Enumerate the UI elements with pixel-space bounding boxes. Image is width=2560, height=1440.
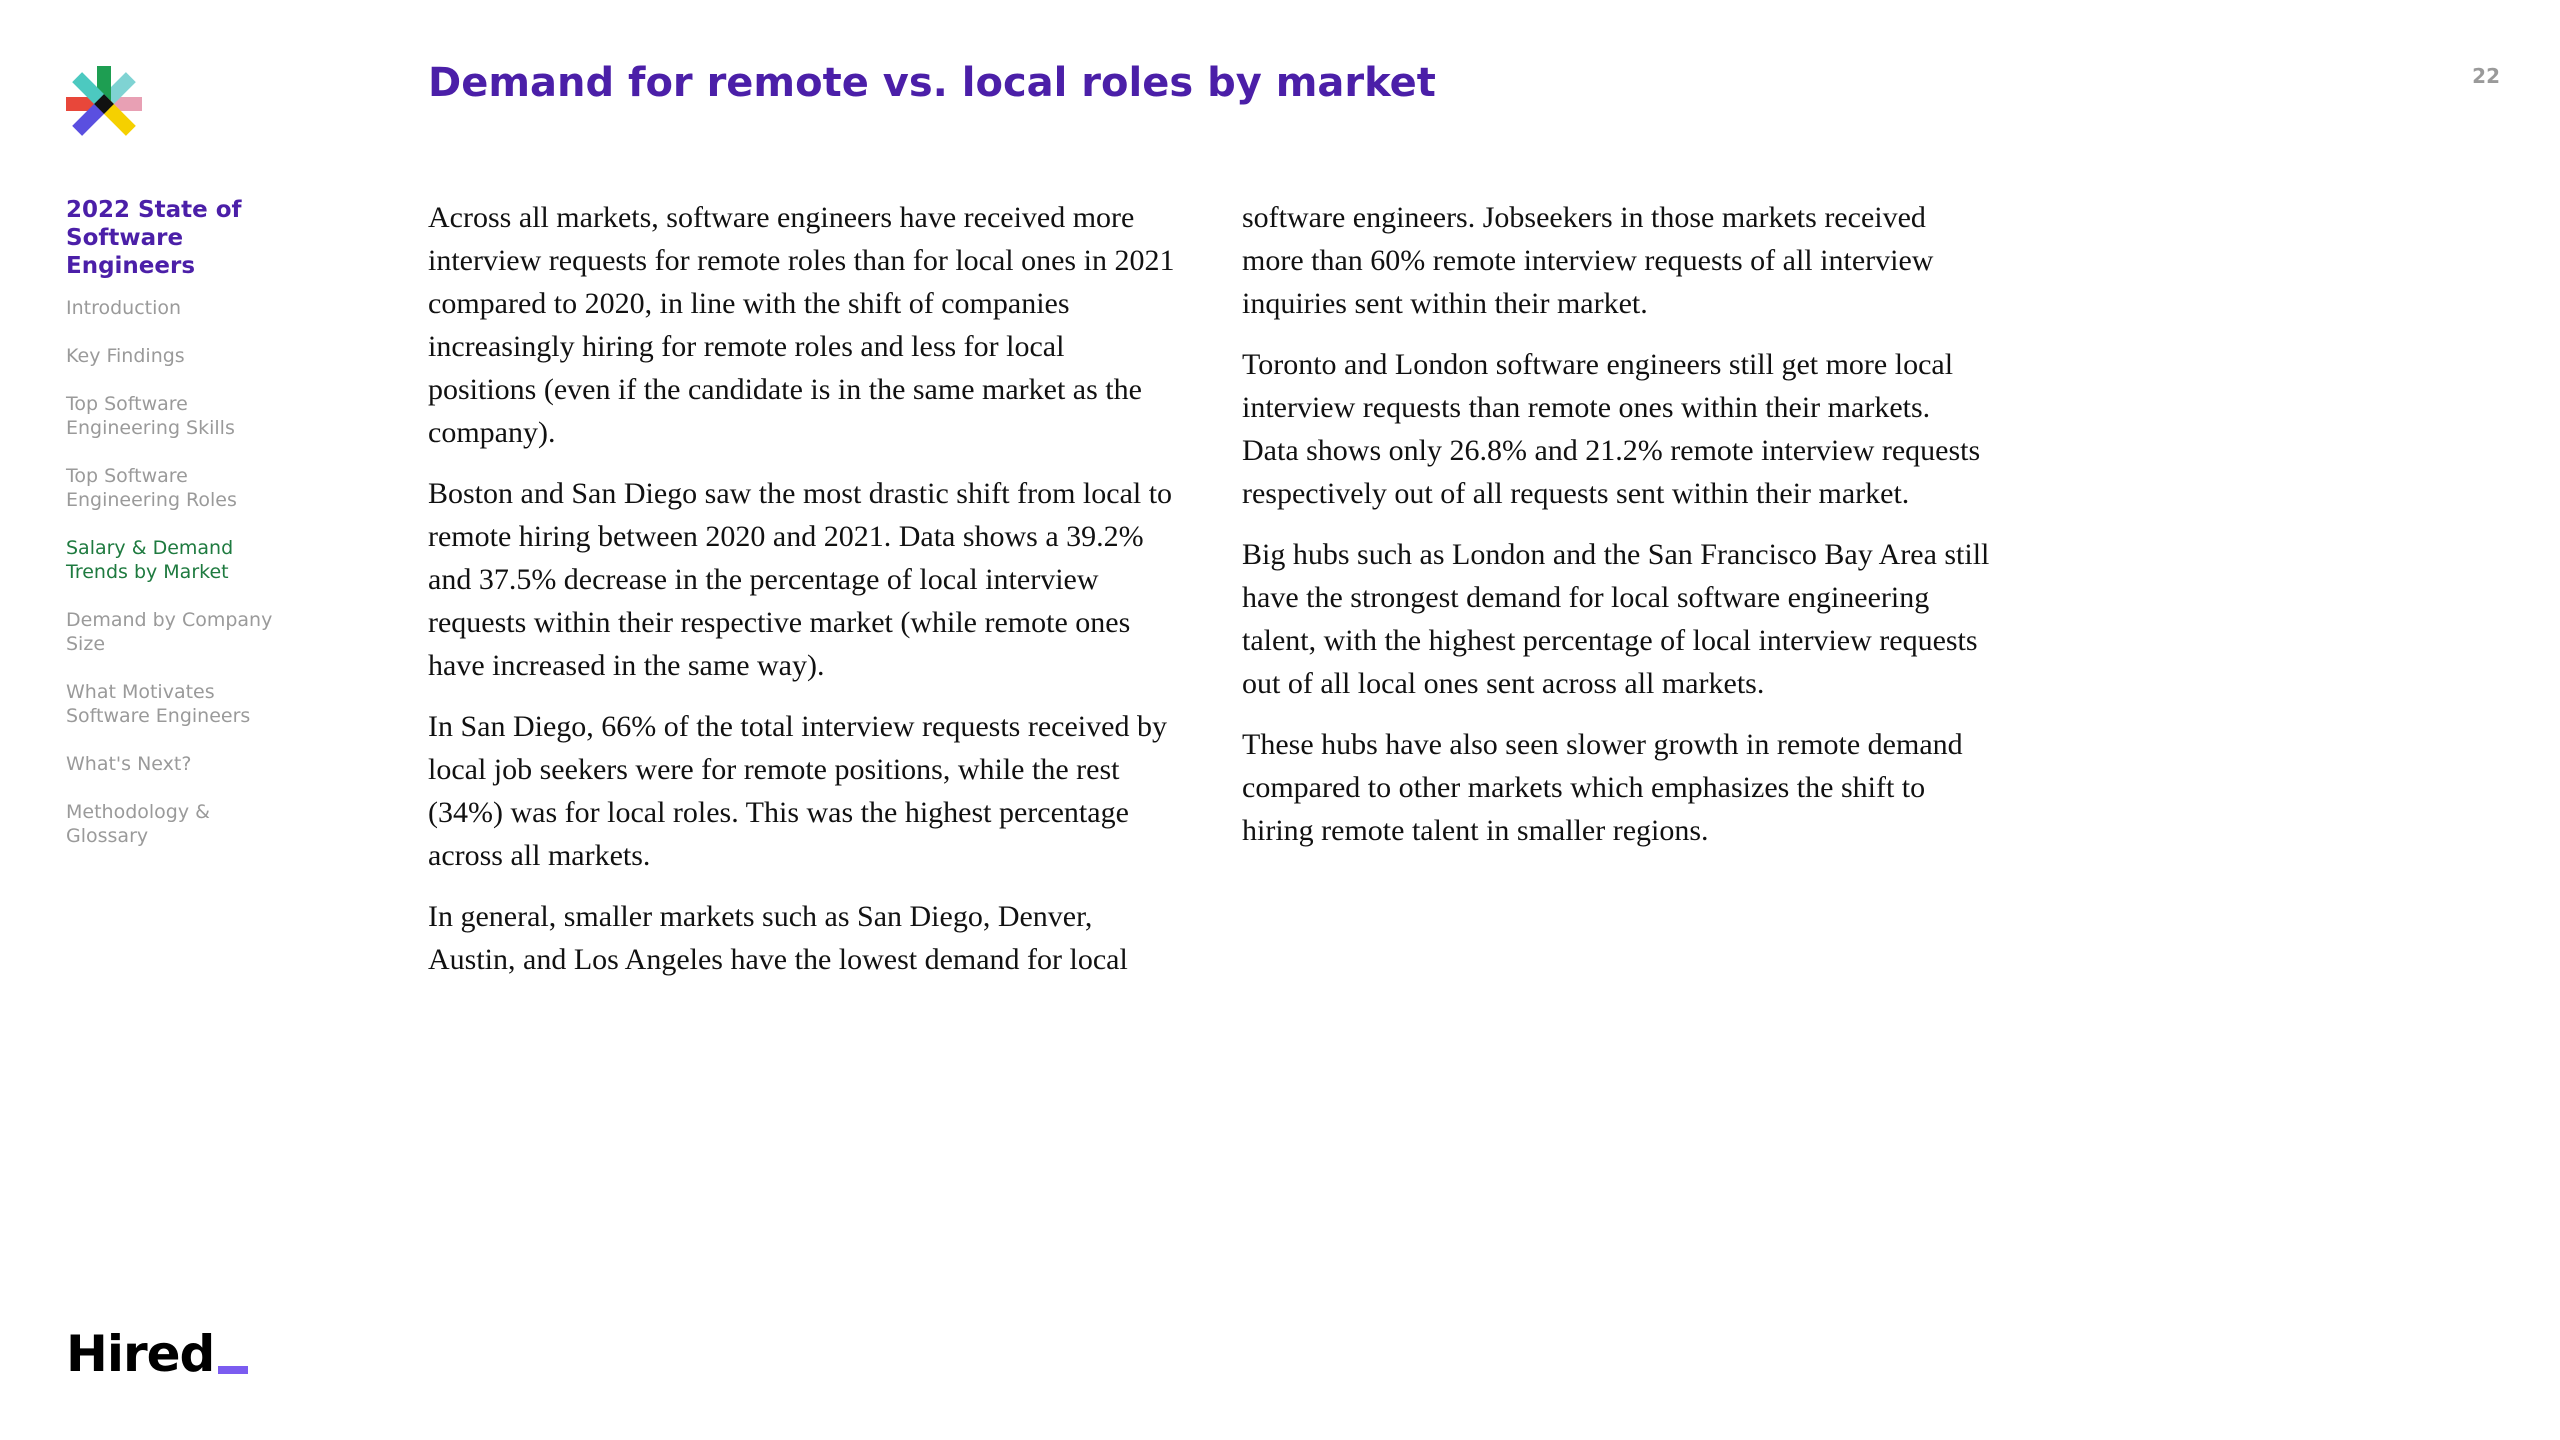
hired-wordmark-logo — [66, 1326, 248, 1382]
body-paragraph: Toronto and London software engineers still get more local interview requests than remote ones within their markets. Data shows only 26.8% and 21.2% remote interview requests respectively out of all requests sent within their market. — [1242, 348, 1981, 510]
page-number: 22 — [2472, 64, 2500, 88]
page-title: Demand for remote vs. local roles by market — [428, 60, 1436, 106]
body-paragraph: In San Diego, 66% of the total interview requests received by local job seekers were for remote positions, while the rest (34%) was for local roles. This was the highest percentage across all markets. — [428, 710, 1167, 872]
body-paragraph: These hubs have also seen slower growth in remote demand compared to other markets which emphasizes the shift to hiring remote talent in smaller regions. — [1242, 728, 1963, 847]
nav-item-methodology[interactable]: Methodology & Glossary — [66, 801, 210, 847]
body-paragraph: software engineers. Jobseekers in those markets received more than 60% remote interview requests of all interview inquiries sent within their market. — [1242, 201, 1934, 320]
nav-item-motivations[interactable]: What Motivates Software Engineers — [66, 681, 251, 727]
nav-item-top-skills[interactable]: Top Software Engineering Skills — [66, 393, 235, 439]
nav-item-company-size[interactable]: Demand by Company Size — [66, 609, 273, 655]
nav-item-salary-demand[interactable]: Salary & Demand Trends by Market — [66, 537, 234, 583]
nav-item-key-findings[interactable]: Key Findings — [66, 345, 185, 367]
brand-wordmark: Hired — [66, 1325, 215, 1383]
report-sidebar-nav — [66, 196, 306, 872]
nav-item-whats-next[interactable]: What's Next? — [66, 753, 192, 775]
body-paragraph: Boston and San Diego saw the most drastic shift from local to remote hiring between 2020 and 2021. Data shows a 39.2% and 37.5% decrease in the percentage of local interview requests within their respective market (while remote ones have increased in the same way). — [428, 477, 1173, 682]
body-paragraph: Big hubs such as London and the San Francisco Bay Area still have the strongest demand for local software engineering talent, with the highest percentage of local interview requests out of all local ones sent across all markets. — [1242, 538, 1990, 700]
report-title[interactable]: 2022 State of Software Engineers — [66, 197, 242, 279]
logo-petals — [66, 66, 142, 136]
brand-underscore-icon — [218, 1366, 248, 1374]
nav-item-introduction[interactable]: Introduction — [66, 297, 182, 319]
body-column-left — [428, 196, 1180, 999]
body-column-right — [1242, 196, 1994, 870]
nav-item-top-roles[interactable]: Top Software Engineering Roles — [66, 465, 237, 511]
body-paragraph: In general, smaller markets such as San Diego, Denver, Austin, and Los Angeles have the lowest demand for local — [428, 900, 1128, 976]
body-paragraph: Across all markets, software engineers have received more interview requests for remote roles than for local ones in 2021 compared to 2020, in line with the shift of companies increasingly hiring for remote roles and less for local positions (even if the candidate is in the same market as the company). — [428, 201, 1175, 449]
hired-asterisk-logo-icon — [64, 64, 144, 144]
